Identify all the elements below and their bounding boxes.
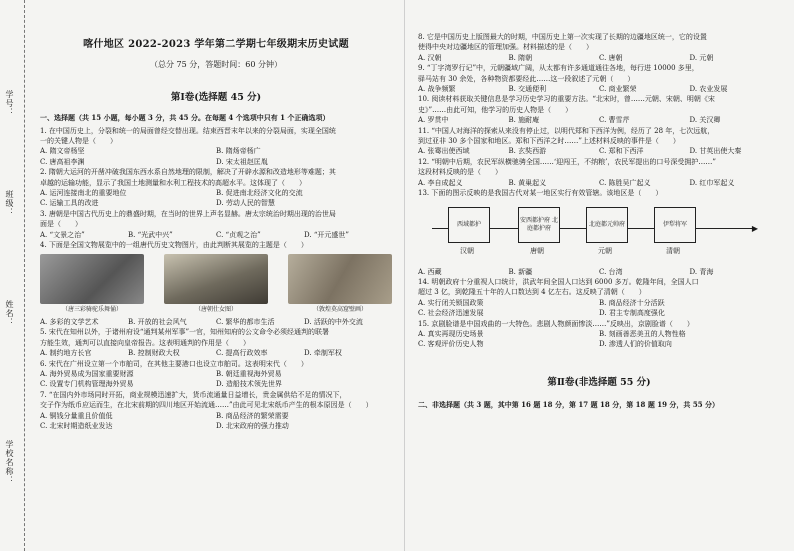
question-list (40, 317, 392, 431)
question-stem-line: 11. “中国人对海洋的探索从来没有停止过，以明代郑和下西洋为例，经历了 28 年，七次远航， (418, 126, 715, 135)
question (418, 188, 780, 198)
question (418, 157, 780, 188)
option-row (40, 146, 392, 167)
question-stem-line: 15. 京剧脸谱是中国戏曲的一大特色。悲剧人物颜面惨淡……”反映出，京剧脸谱（ ） (418, 319, 694, 328)
answer-option: D. 元朝 (689, 53, 714, 62)
answer-option: C. 商业繁荣 (599, 85, 637, 94)
question (40, 317, 392, 327)
question (418, 277, 780, 319)
figure-caption: （敦煌莫高窟壁画） (312, 305, 367, 313)
answer-option: D. 牵制军权 (304, 349, 342, 358)
answer-option: D. 君主专制高度强化 (599, 309, 665, 318)
answer-option: A. 西藏 (418, 267, 442, 276)
answer-option: C. 社会经济迅速发展 (418, 309, 484, 318)
answer-option: A. 海外贸易成为国家重要财源 (40, 369, 134, 378)
option-row (418, 329, 780, 350)
answer-option: D. 劳动人民的智慧 (216, 199, 275, 208)
question (40, 240, 392, 250)
page-fold (404, 0, 405, 551)
question-stem-line: 10. 阅读材料获取关键信息是学习历史学习的重要方法。“北宋时，曾……元朝、宋朝、明朝《宋 (418, 95, 715, 104)
answer-option: D. 农业发展 (689, 85, 728, 94)
answer-option: C. 繁华的都市生活 (216, 317, 275, 326)
answer-option: D. 活跃的中外交流 (304, 317, 363, 326)
answer-option: B. “光武中兴” (128, 230, 173, 239)
option-row (418, 267, 780, 277)
question (40, 359, 392, 390)
question (40, 390, 392, 432)
answer-option: D. 红巾军起义 (689, 178, 735, 187)
answer-option: D. 关汉卿 (689, 116, 721, 125)
question-stem-line: 12. “明朝中后期，农民军纵横驰骋全国……‘迎闯王，不纳粮’，农民军提出的口号深受拥护……” (418, 157, 716, 166)
question (418, 126, 780, 157)
answer-option: C. 陈胜吴广起义 (599, 178, 651, 187)
question (418, 32, 780, 63)
timeline-box: 北庭都元帅府 (586, 207, 628, 243)
answer-option: A. 制约地方长官 (40, 349, 92, 358)
arrow-right-icon: ▶ (751, 223, 758, 233)
timeline-label: 元朝 (598, 246, 612, 255)
part1-title: 第Ⅰ卷(选择题 45 分) (170, 91, 262, 103)
binding-label-id: 学号： (5, 90, 14, 117)
option-row (40, 317, 392, 327)
answer-option: A. 罗贯中 (418, 116, 449, 125)
exam-subtitle: （总分 75 分，答题时间：60 分钟） (150, 60, 282, 70)
timeline-box: 伊犁将军 (654, 207, 696, 243)
answer-option: D. 甘英出使大秦 (689, 147, 742, 156)
answer-option: D. “开元盛世” (304, 230, 349, 239)
question-stem-line: 一的关键人物是（ ） (40, 137, 117, 146)
figure-caption: （唐朝仕女图） (194, 305, 237, 313)
answer-option: D. 宋太祖赵匡胤 (216, 157, 268, 166)
option-row (418, 115, 780, 125)
question-stem-line: 这段材料反映的是（ ） (418, 168, 502, 177)
timeline-box: 西域都护 (448, 207, 490, 243)
answer-option: B. 商品经济十分活跃 (599, 298, 665, 307)
question (418, 63, 780, 94)
painting-image (164, 254, 268, 304)
answer-option: A. 隋文帝杨坚 (40, 147, 85, 156)
answer-option: A. “文景之治” (40, 230, 85, 239)
timeline-box: 安西都护府 北庭都护府 (518, 207, 560, 243)
question-stem-line: 5. 宋代在知州以外，于诸州府设“通判某州军事”一官，知州知府的公文命令必须经通判的联署 (40, 328, 330, 337)
option-row (40, 369, 392, 390)
answer-option: B. 新疆 (508, 267, 533, 276)
question-stem-line: 到过亚非 30 多个国家和地区。郑和下西洋之时……”上述材料反映的事件是（ ） (418, 137, 680, 146)
binding-label-name: 姓名： (5, 300, 14, 327)
figure-row (40, 254, 392, 315)
left-page (40, 0, 392, 551)
answer-option: C. 设置专门机构管理海外贸易 (40, 380, 134, 389)
answer-option: B. 玄奘西游 (508, 147, 547, 156)
right-page (418, 0, 780, 551)
mural-image (288, 254, 392, 304)
answer-option: C. 唐朝 (599, 53, 623, 62)
question (418, 319, 780, 350)
question-stem-line: 4. 下面是全国文物展览中的一组唐代历史文物图片，由此判断其展览的主题是（ ） (40, 241, 308, 250)
answer-option: C. 运输工具的改进 (40, 199, 99, 208)
answer-option: D. 青海 (689, 267, 714, 276)
question-stem-line: 使得中央对边疆地区的管理加强。材料描述的是（ ） (418, 43, 593, 52)
answer-option: B. 隋朝 (508, 53, 533, 62)
timeline-label: 唐朝 (530, 246, 544, 255)
answer-option: A. 战争频繁 (418, 85, 456, 94)
question-stem-line: 交子作为纸币应运而生，在北宋前期的四川地区开始流通……”由此可见北宋纸币产生的根本原因是（ ） (40, 401, 373, 410)
answer-option: A. 真实再现历史场景 (418, 329, 484, 338)
binding-label-class: 班级： (5, 190, 14, 217)
question-list (418, 32, 780, 199)
answer-option: D. 造船技术领先世界 (216, 380, 282, 389)
figure-camel-figurine (40, 254, 144, 315)
timeline-label: 清朝 (666, 246, 680, 255)
option-row (418, 298, 780, 319)
part2-title: 第Ⅱ卷(非选择题 55 分) (547, 376, 651, 388)
option-row (40, 230, 392, 240)
answer-option: B. 促进南北经济文化的交流 (216, 189, 303, 198)
question-stem-line: 7. “在国内外市场同时开拓，商业规模迅速扩大，货币流通量日益增长，贵金属供给不足的情况下， (40, 390, 347, 399)
option-row (418, 146, 780, 156)
question-stem-line: 面是（ ） (40, 220, 82, 229)
question-stem-line: 13. 下面的图示反映的是我国古代对某一地区实行有效管辖。该地区是（ ） (418, 189, 663, 198)
question-stem-line: 1. 在中国历史上，分裂和统一的局面曾经交替出现。结束西晋末年以来的分裂局面，实现全国统 (40, 126, 336, 135)
answer-option: A. 铜钱分量重且价值低 (40, 411, 113, 420)
option-row (40, 348, 392, 358)
answer-option: B. 控制财政大权 (128, 349, 180, 358)
option-row (418, 84, 780, 94)
question-stem-line: 卓越的运输功能，显示了我国土地测量和水利工程技术的高超水平。这体现了（ ） (40, 178, 306, 187)
question-stem-line: 8. 它是中国历史上版图最大的时期，中国历史上第一次实现了长期的边疆地区统一，它的设置 (418, 33, 707, 41)
answer-option: B. 交通便利 (508, 85, 547, 94)
question-stem-line: 方能生效，通判可以直接向皇帝报告。这表明通判的作用是（ ） (40, 338, 250, 347)
answer-option: A. 多彩的文学艺术 (40, 317, 99, 326)
question (40, 209, 392, 240)
figure-painting (164, 254, 268, 315)
answer-option: A. 李自成起义 (418, 178, 463, 187)
answer-option: C. 客观评价历史人物 (418, 340, 484, 349)
answer-option: B. 隋炀帝杨广 (216, 147, 261, 156)
answer-option: C. 郑和下西洋 (599, 147, 644, 156)
answer-option: C. “贞观之治” (216, 230, 261, 239)
question-stem-line: 14. 明朝政府十分重视人口统计，洪武年间全国人口达到 6000 多万。乾隆年间，全国人口 (418, 277, 699, 286)
question-stem-line: 驿马站有 30 余处，各种物资都要经此……这一段叙述了元朝（ ） (418, 74, 635, 83)
figure-mural (288, 254, 392, 315)
timeline-label: 汉朝 (460, 246, 474, 255)
question-stem-line: 超过 3 亿，到乾隆五十年的人口数达到 4 亿左右。这反映了清朝（ ） (418, 288, 646, 297)
answer-option: B. 开放的社会风气 (128, 317, 187, 326)
question-stem-line: 3. 唐朝是中国古代历史上的鼎盛时期，在当时的世界上声名显赫。唐太宗统治时期出现的治世局 (40, 209, 336, 218)
answer-option: B. 刻画善恶美丑的人物性格 (599, 329, 686, 338)
answer-option: D. 渗透人们的价值取向 (599, 340, 672, 349)
answer-option: A. 汉朝 (418, 53, 442, 62)
question-list (40, 126, 392, 251)
answer-option: A. 实行闭关锁国政策 (418, 298, 484, 307)
option-row (418, 178, 780, 188)
answer-option: B. 施耐庵 (508, 116, 540, 125)
question-list (418, 277, 780, 350)
answer-option: A. 运河连接南北的重要地位 (40, 189, 127, 198)
question (418, 94, 780, 125)
answer-option: B. 商品经济的繁荣需要 (216, 411, 289, 420)
question (40, 126, 392, 168)
binding-label-school: 学校名称： (5, 440, 14, 485)
answer-option: C. 提高行政效率 (216, 349, 268, 358)
answer-option: D. 北宋政府的强力推动 (216, 421, 289, 430)
answer-option: B. 黄巢起义 (508, 178, 547, 187)
answer-option: A. 张骞出使西域 (418, 147, 470, 156)
question-stem-line: 9. “丁字湾罗行记”中，元朝疆域广阔，从太都有许多通道通往各地，每行进 10000 多里， (418, 64, 699, 73)
timeline-diagram (418, 203, 780, 263)
answer-option: C. 台湾 (599, 267, 623, 276)
answer-option: B. 朝廷重视海外贸易 (216, 369, 282, 378)
part1-instructions: 一、选择题（共 15 小题，每小题 3 分，共 45 分。在每题 4 个选项中只有 1 个正确选项） (40, 113, 330, 123)
question (40, 327, 392, 358)
question-stem-line: 6. 宋代在广州设立第一个市舶司，在其他主要港口也设立市舶司。这表明宋代（ ） (40, 359, 308, 368)
part2-instructions: 二、非选择题（共 3 题，其中第 16 题 18 分，第 17 题 18 分，第 18 题 19 分，共 55 分） (418, 400, 720, 410)
binding-margin (0, 0, 25, 551)
figure-caption: （唐三彩骑驼乐舞俑） (61, 305, 122, 313)
question-stem-line: 史》”……由此可知，他学习的历史人物是（ ） (418, 105, 573, 114)
answer-option: C. 唐高祖李渊 (40, 157, 85, 166)
exam-title: 喀什地区 2022-2023 学年第二学期七年级期末历史试题 (83, 39, 349, 50)
answer-option: C. 北宋时期造纸业发达 (40, 421, 113, 430)
question-stem-line: 2. 隋朝大运河的开凿冲破我国东西水系自然地理的限制，解决了开辟水源和改造地形等难题；其 (40, 168, 336, 177)
answer-option: C. 曹雪芹 (599, 116, 630, 125)
question (40, 167, 392, 209)
option-row (40, 411, 392, 432)
option-row (418, 53, 780, 63)
option-row (40, 188, 392, 209)
camel-figurine-image (40, 254, 144, 304)
